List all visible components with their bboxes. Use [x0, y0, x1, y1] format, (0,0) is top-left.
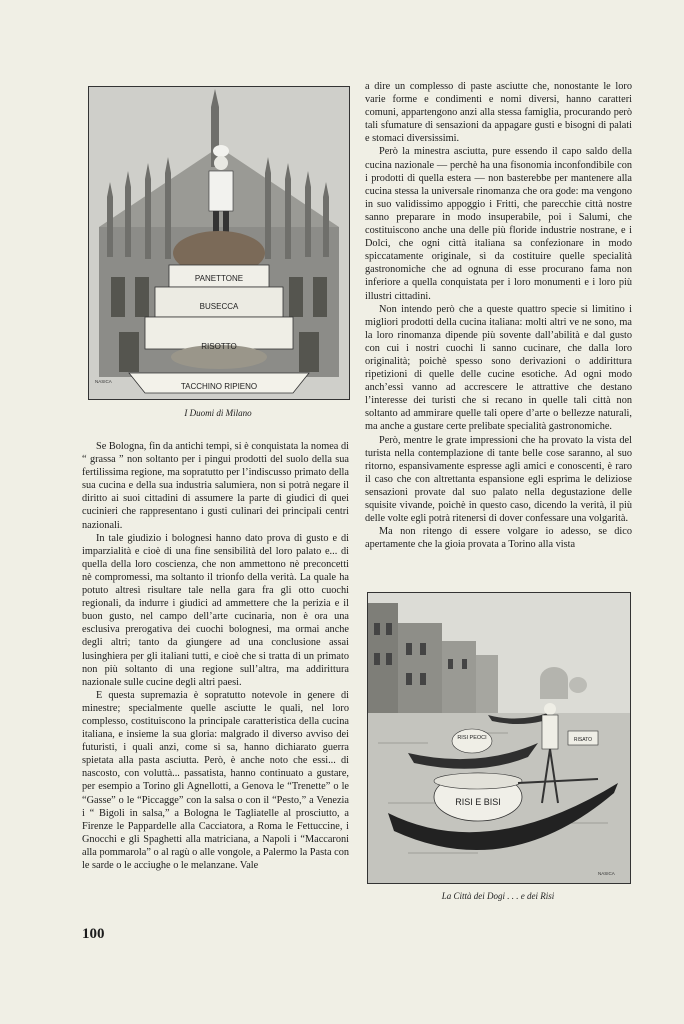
tier-label-risotto: RISOTTO: [201, 342, 237, 351]
paragraph: a dire un complesso di paste asciutte che, nonostante le loro varie forme e condimenti e nomi diversi, hanno caratteri comuni, appartengono anzi alla stessa famiglia, procurando però tali sfumature di sensazioni da appagare gusti e bisogni di palati e stomaci diversissimi.: [365, 81, 632, 145]
paragraph: In tale giudizio i bolognesi hanno dato prova di gusto e di imparzialità e cioè di una fine sensibilità del loro palato e... di quella della loro coscienza, che non ammettono nè preconcetti nè compromessi, ma soltanto il trionfo della verità. La quale ha potuto altresì risultare tale nella gara fra gli otto cuochi regionali, da indurre i giudici ad ammettere che la perizia e il buon gusto, nel campo dell’arte cucinaria, non è ora una esclusiva prerogativa dei cuochi bolognesi, ma ormai anche degli altri; tanto da giungere ad una conclusione assai lusinghiera per gli italiani tutti, e cioè che si tratta di un primato non più soltanto di una regione sull’altra, ma addirittura nazionale sulle cucine degli altri paesi.: [82, 532, 349, 688]
duomo-illustration: [88, 86, 350, 400]
tier-label-panettone: PANETTONE: [194, 274, 244, 283]
right-text-column: [365, 80, 632, 551]
tier-label-busecca: BUSECCA: [199, 302, 239, 311]
duomo-signature: NASICA: [95, 379, 112, 384]
venice-signature: NASICA: [598, 871, 615, 876]
duomo-drawing: [89, 87, 349, 399]
venice-illustration: [367, 592, 631, 884]
paragraph: Non intendo però che a queste quattro specie si limitino i migliori prodotti della cucina italiana: molti altri ve ne sono, ma la loro rinomanza dipende più sovente dall’abilità e dal gusto con cui i nostri cuochi li sanno cucinare, che dalla loro originalità; poichè spesso sono derivazioni o addirittura ripetizioni di quelle delle cucine esotiche. Ad ogni modo anch’essi vanno ad accrescere le attrattive che destano l’interesse dei turisti che si recano in quelle tali città non soltanto ad ammirare quelle tali opere d’arte o bellezze naturali, ma anche a gustare certe prelibate specialità gastronomiche.: [365, 303, 632, 433]
left-text-column: [82, 440, 349, 872]
gondola2-label: RISI PEOCI: [457, 735, 487, 741]
paragraph: Però, mentre le grate impressioni che ha provato la vista del turista nella contemplazione di tante belle cose saranno, al suo ritorno, espansivamente espresse agli amici e conoscenti, è raro il caso che con altrettanta espansione egli esprima le deliziose sensazioni provate dal suo palato nella degustazione delle squisite vivande, poichè in questo caso, dicendo la verità, il più delle volte egli potrà ritenersi di dover confessare una volgarità.: [365, 434, 632, 525]
pot-label: RISI E BISI: [455, 797, 501, 807]
tier-label-tacchino: TACCHINO RIPIENO: [180, 382, 258, 391]
page-number: 100: [82, 926, 105, 942]
paragraph: Se Bologna, fin da antichi tempi, si è conquistata la nomea di “ grassa ” non soltanto per i pingui prodotti del suolo della sua fertilissima regione, ma sopratutto per l’indiscusso primato della sua cucina e della sua industria salumiera, non si potrà negare il diritto ai suoi cittadini di assumere la parte di giudici di quei cucinieri che rappresentano i gusti culinari dei principali centri nazionali.: [82, 441, 349, 531]
duomo-caption: I Duomi di Milano: [184, 408, 252, 418]
paragraph: E questa supremazia è sopratutto notevole in genere di minestre; specialmente quelle asciutte le quali, nel loro complesso, costituiscono la principale caratteristica della cucina italiana, e insieme la sua gloria: malgrado il diverso avviso dei futuristi, i quali anzi, come si sa, hanno dichiarato guerra spietata alla pasta asciutta. Però, è anche noto che essi... di nascosto, con voluttà... passatista, hanno continuato a gustare, per esempio a Torino gli Agnellotti, a Genova le “Trenette” o le “Gasse” o le “Piccagge” con la salsa o con il “Pesto,” a Venezia i “ Bigoli in salsa,” a Bologna le Tagliatelle al prosciutto, a Firenze le Pappardelle alla Cacciatora, a Roma le Fettuccine, i Gnocchi e gli Spaghetti alla matriciana, a Napoli i “Maccaroni alla pommarola” o al ragù o alle vongole, a Palermo la Pasta con le sarde o le acciughe o le melanzane. Vale: [82, 689, 349, 871]
paragraph: Però la minestra asciutta, pure essendo il capo saldo della cucina nazionale — perchè ha una fisonomia inconfondibile con i prodotti di quella estera — non basterebbe per mantenere alla cucina stessa la universale rinomanza che ora gode: ma vengono in suo validissimo appoggio i Fritti, che parecchie città nostre sanno preparare in modo insuperabile, poi i Salumi, che costituiscono anche una delle più floride industrie nostrane, e i Dolci, che ogni città italiana sa confezionare in modo spiccatamente originale, sì da costituire quelle specialità gastronomiche che ad ognuna di esse procurano fama non inferiore a quella conquistata per i loro monumenti e i loro più illustri cittadini.: [365, 146, 632, 302]
gondola3-label: RISATO: [573, 737, 593, 743]
venice-caption: La Città dei Dogi . . . e dei Risi: [441, 891, 555, 901]
venice-drawing: [368, 593, 630, 883]
paragraph: Ma non ritengo di essere volgare io adesso, se dico apertamente che la gioia provata a Torino alla vista: [365, 526, 632, 551]
